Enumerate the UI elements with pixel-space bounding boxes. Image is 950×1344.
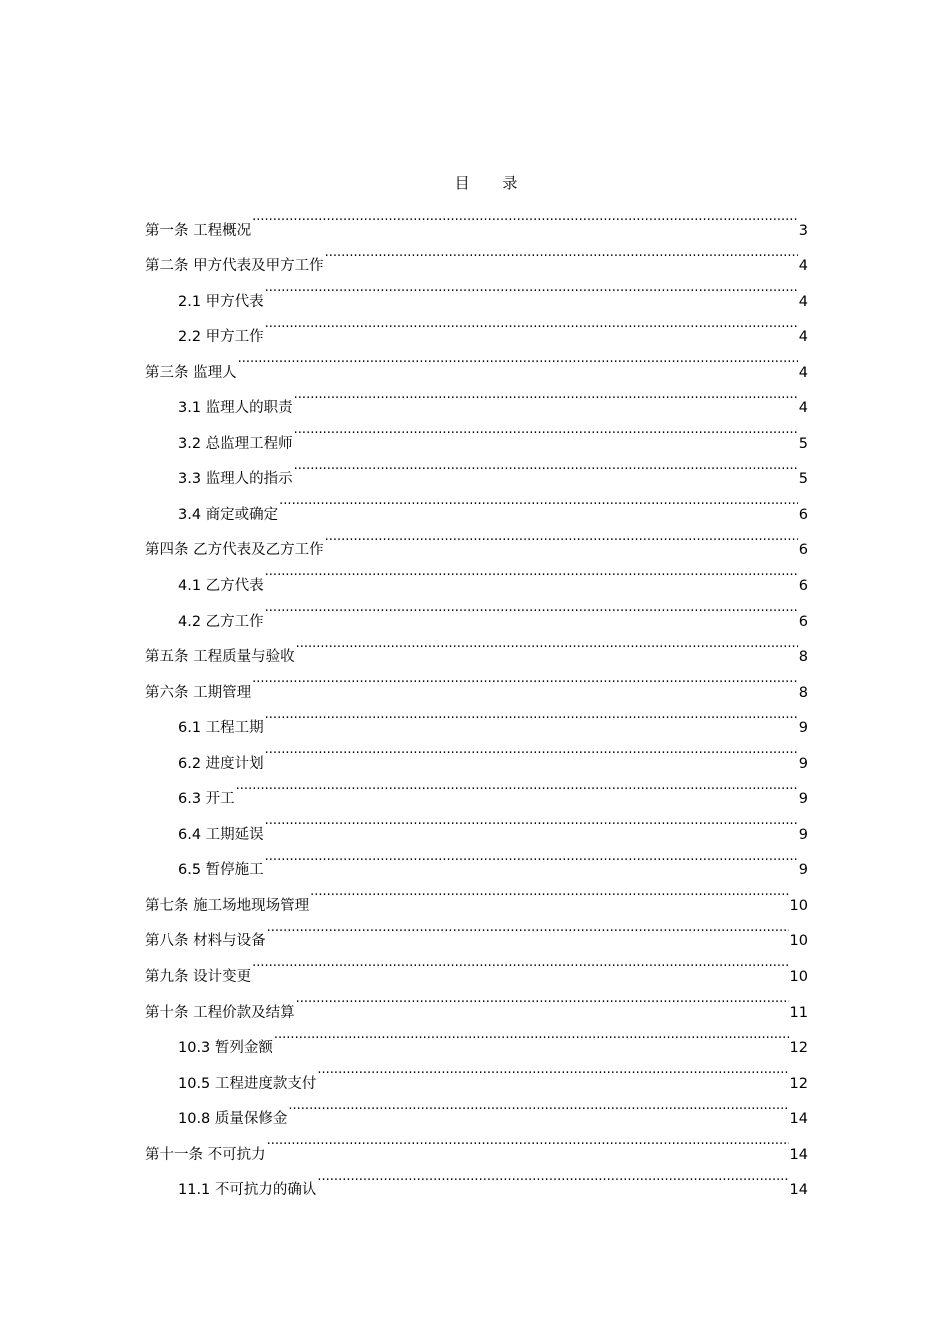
toc-entry[interactable]	[145, 341, 808, 381]
toc-dot-leader	[279, 483, 798, 519]
toc-entry-page-number: 14	[789, 1111, 808, 1128]
toc-entry-page-number: 9	[798, 862, 808, 879]
toc-entry-page-number: 5	[798, 471, 808, 488]
toc-entry-label: 6.2 进度计划	[178, 755, 264, 772]
toc-entry-page-number: 4	[798, 364, 808, 381]
toc-entry-label: 10.8 质量保修金	[178, 1111, 288, 1128]
toc-entry-label: 第一条 工程概况	[145, 222, 252, 239]
toc-entry-page-number: 10	[789, 897, 808, 914]
toc-entry-label: 10.3 暂列金额	[178, 1040, 273, 1057]
toc-entry-page-number: 4	[798, 293, 808, 310]
toc-entry[interactable]	[145, 377, 808, 417]
toc-entry-page-number: 10	[789, 969, 808, 986]
toc-dot-leader	[265, 270, 798, 306]
toc-entry-label: 第三条 监理人	[145, 364, 237, 381]
toc-dot-leader	[294, 448, 798, 484]
toc-entry-page-number: 14	[789, 1182, 808, 1199]
toc-entry-page-number: 12	[789, 1040, 808, 1057]
toc-entry-label: 第二条 甲方代表及甲方工作	[145, 258, 324, 275]
toc-entry-label: 第九条 设计变更	[145, 969, 252, 986]
toc-dot-leader	[252, 661, 798, 697]
toc-entry-page-number: 12	[789, 1075, 808, 1092]
toc-dot-leader	[252, 199, 798, 235]
toc-dot-leader	[265, 839, 798, 875]
toc-entry-label: 第五条 工程质量与验收	[145, 649, 295, 666]
toc-entry-label: 4.1 乙方代表	[178, 578, 264, 595]
toc-dot-leader	[294, 377, 798, 413]
toc-entry-page-number: 6	[798, 542, 808, 559]
toc-entry[interactable]	[145, 199, 808, 239]
toc-dot-leader	[317, 1159, 788, 1195]
toc-dot-leader	[325, 235, 798, 271]
toc-dot-leader	[265, 697, 798, 733]
toc-dot-leader	[265, 732, 798, 768]
toc-entry-label: 第十一条 不可抗力	[145, 1146, 266, 1163]
toc-entry[interactable]	[145, 768, 808, 808]
toc-entry-label: 11.1 不可抗力的确认	[178, 1182, 317, 1199]
toc-dot-leader	[294, 412, 798, 448]
toc-entry-page-number: 9	[798, 755, 808, 772]
toc-entry-label: 2.1 甲方代表	[178, 293, 264, 310]
toc-entry-page-number: 9	[798, 826, 808, 843]
toc-entry-page-number: 4	[798, 400, 808, 417]
toc-entry-label: 3.4 商定或确定	[178, 506, 279, 523]
toc-entry-label: 3.2 总监理工程师	[178, 435, 293, 452]
toc-entry-label: 3.1 监理人的职责	[178, 400, 293, 417]
toc-entry-page-number: 10	[789, 933, 808, 950]
toc-entry-page-number: 9	[798, 791, 808, 808]
toc-entry-label: 6.4 工期延误	[178, 826, 264, 843]
toc-entry-page-number: 6	[798, 613, 808, 630]
toc-entry-page-number: 6	[798, 506, 808, 523]
toc-dot-leader	[252, 945, 788, 981]
toc-entry-page-number: 8	[798, 649, 808, 666]
toc-entry-label: 10.5 工程进度款支付	[178, 1075, 317, 1092]
toc-list	[145, 199, 808, 1199]
toc-dot-leader	[288, 1088, 788, 1124]
toc-entry-label: 第七条 施工场地现场管理	[145, 897, 310, 914]
toc-title: 目 录	[454, 174, 532, 192]
toc-entry-page-number: 11	[789, 1004, 808, 1021]
toc-entry-page-number: 4	[798, 258, 808, 275]
toc-entry[interactable]	[145, 803, 808, 843]
toc-entry-page-number: 3	[798, 222, 808, 239]
toc-dot-leader	[296, 981, 789, 1017]
toc-dot-leader	[267, 1123, 789, 1159]
toc-dot-leader	[238, 341, 798, 377]
toc-entry-label: 第六条 工期管理	[145, 684, 252, 701]
toc-dot-leader	[265, 803, 798, 839]
toc-dot-leader	[310, 874, 788, 910]
toc-entry-page-number: 9	[798, 720, 808, 737]
toc-entry-label: 3.3 监理人的指示	[178, 471, 293, 488]
toc-entry-label: 6.3 开工	[178, 791, 235, 808]
toc-dot-leader	[265, 306, 798, 342]
toc-dot-leader	[296, 626, 798, 662]
toc-entry-label: 4.2 乙方工作	[178, 613, 264, 630]
toc-entry-label: 2.2 甲方工作	[178, 329, 264, 346]
toc-dot-leader	[236, 768, 798, 804]
toc-entry-page-number: 14	[789, 1146, 808, 1163]
toc-dot-leader	[267, 910, 789, 946]
toc-entry-page-number: 4	[798, 329, 808, 346]
toc-entry-label: 第四条 乙方代表及乙方工作	[145, 542, 324, 559]
toc-entry-label: 第八条 材料与设备	[145, 933, 266, 950]
toc-entry-page-number: 6	[798, 578, 808, 595]
toc-dot-leader	[265, 590, 798, 626]
toc-entry-label: 6.5 暂停施工	[178, 862, 264, 879]
toc-dot-leader	[317, 1052, 788, 1088]
toc-entry-page-number: 8	[798, 684, 808, 701]
toc-dot-leader	[265, 554, 798, 590]
toc-dot-leader	[274, 1017, 789, 1053]
toc-entry-page-number: 5	[798, 435, 808, 452]
toc-entry-label: 6.1 工程工期	[178, 720, 264, 737]
toc-entry-label: 第十条 工程价款及结算	[145, 1004, 295, 1021]
toc-dot-leader	[325, 519, 798, 555]
